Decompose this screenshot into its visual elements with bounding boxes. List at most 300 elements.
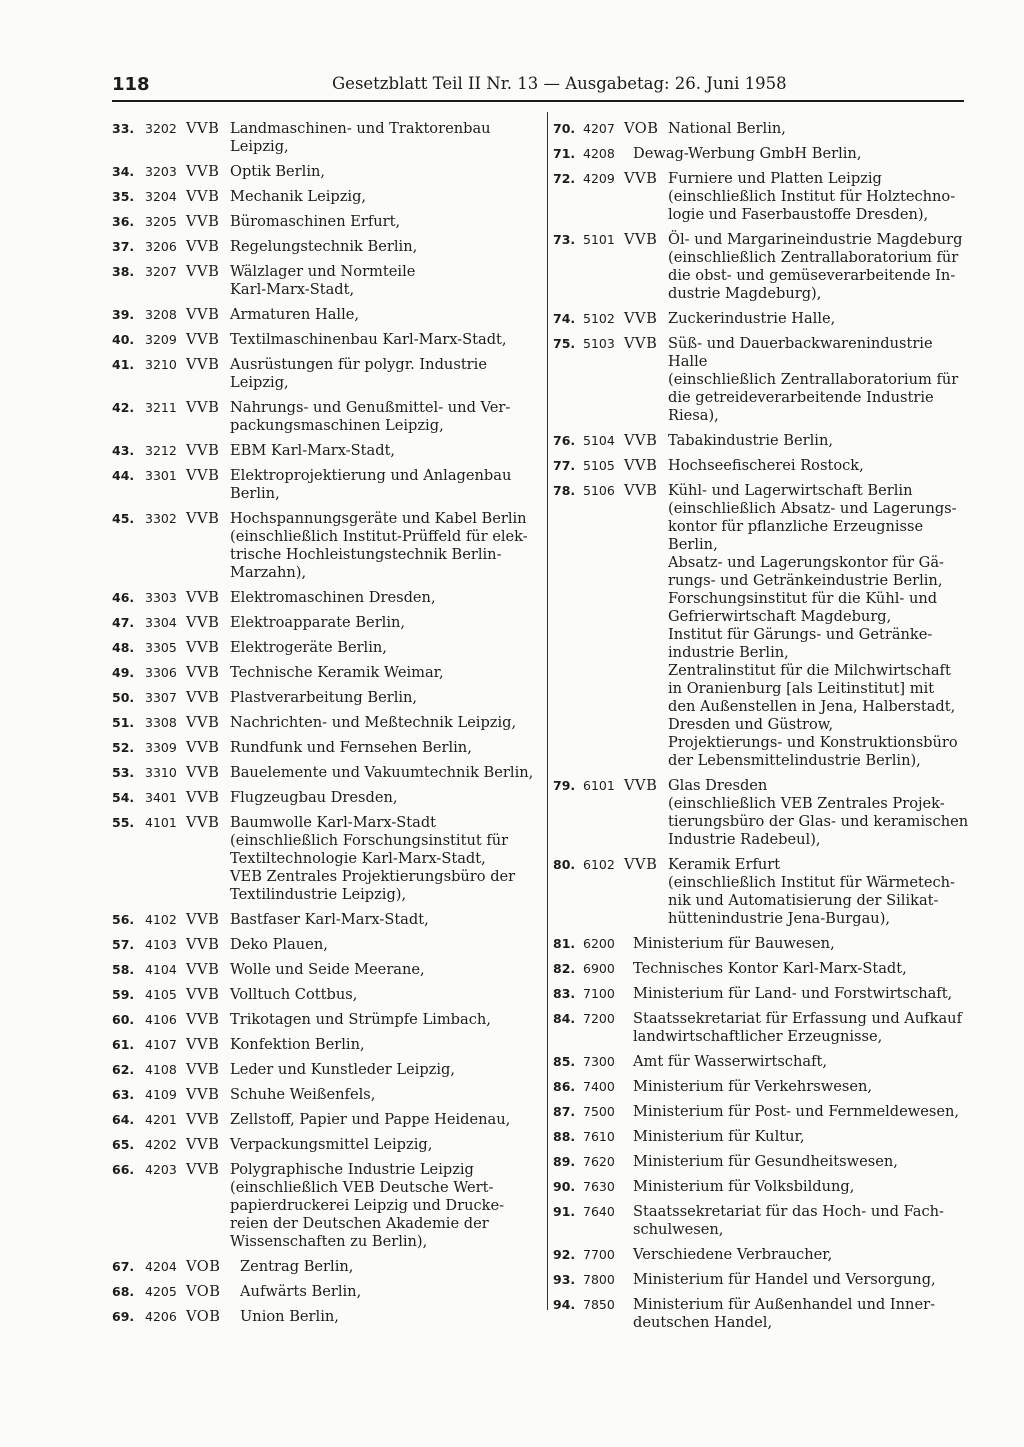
entry-line: den Außenstellen in Jena, Halberstadt, bbox=[668, 698, 956, 715]
entry-line: Leipzig, bbox=[230, 374, 289, 391]
entry-number: 69. bbox=[112, 1309, 135, 1324]
entry-code: 3206 bbox=[145, 239, 177, 254]
entry-line: industrie Berlin, bbox=[668, 644, 789, 661]
entry-text bbox=[230, 1061, 542, 1079]
entry-line: hüttenindustrie Jena-Burgau), bbox=[668, 910, 891, 927]
entry-kind: VVB bbox=[624, 231, 658, 248]
entry-text bbox=[230, 961, 542, 979]
entry-kind: VVB bbox=[186, 689, 220, 706]
entry-code: 4207 bbox=[583, 121, 615, 136]
entry-line: Trikotagen und Strümpfe Limbach, bbox=[230, 1011, 491, 1028]
list-item bbox=[112, 986, 542, 1004]
entry-kind: VVB bbox=[186, 510, 220, 527]
entry-kind: VVB bbox=[186, 789, 220, 806]
list-item bbox=[112, 664, 542, 682]
entry-line: Karl-Marx-Stadt, bbox=[230, 281, 355, 298]
entry-code: 4205 bbox=[145, 1284, 177, 1299]
entry-code: 5103 bbox=[583, 336, 615, 351]
entry-number: 76. bbox=[553, 433, 576, 448]
list-item bbox=[112, 1283, 542, 1301]
entry-text bbox=[230, 1136, 542, 1154]
list-item bbox=[112, 936, 542, 954]
entry-number: 89. bbox=[553, 1154, 576, 1169]
entry-text bbox=[230, 263, 542, 299]
entry-number: 83. bbox=[553, 986, 576, 1001]
list-item bbox=[553, 960, 983, 978]
list-item bbox=[112, 188, 542, 206]
entry-code: 4208 bbox=[583, 146, 615, 161]
entry-line: Ministerium für Gesundheitswesen, bbox=[633, 1153, 898, 1170]
entry-text bbox=[633, 1246, 983, 1264]
list-item bbox=[553, 935, 983, 953]
entry-line: Flugzeugbau Dresden, bbox=[230, 789, 398, 806]
entry-line: in Oranienburg [als Leitinstitut] mit bbox=[668, 680, 935, 697]
entry-text bbox=[633, 1010, 983, 1046]
entry-code: 3310 bbox=[145, 765, 177, 780]
entry-line: Ministerium für Land- und Forstwirtschaft, bbox=[633, 985, 953, 1002]
list-item bbox=[112, 163, 542, 181]
entry-text bbox=[633, 1153, 983, 1171]
entry-line: Staatssekretariat für Erfassung und Aufkauf bbox=[633, 1010, 962, 1027]
list-item bbox=[553, 1010, 983, 1046]
entry-line: Hochspannungsgeräte und Kabel Berlin bbox=[230, 510, 527, 527]
entry-text bbox=[633, 1128, 983, 1146]
entry-number: 44. bbox=[112, 468, 135, 483]
entry-code: 5104 bbox=[583, 433, 615, 448]
entry-text bbox=[230, 120, 542, 156]
page-header bbox=[112, 74, 964, 102]
entry-number: 57. bbox=[112, 937, 135, 952]
entry-kind: VVB bbox=[186, 213, 220, 230]
list-item bbox=[112, 120, 542, 156]
entry-number: 92. bbox=[553, 1247, 576, 1262]
entry-code: 3306 bbox=[145, 665, 177, 680]
list-item bbox=[112, 911, 542, 929]
entry-code: 3308 bbox=[145, 715, 177, 730]
entry-line: Halle bbox=[668, 353, 708, 370]
entry-code: 7100 bbox=[583, 986, 615, 1001]
entry-code: 4101 bbox=[145, 815, 177, 830]
entry-number: 84. bbox=[553, 1011, 576, 1026]
entry-text bbox=[230, 614, 542, 632]
entry-code: 3208 bbox=[145, 307, 177, 322]
entry-number: 72. bbox=[553, 171, 576, 186]
entry-number: 91. bbox=[553, 1204, 576, 1219]
entry-line: Rundfunk und Fernsehen Berlin, bbox=[230, 739, 472, 756]
entry-kind: VVB bbox=[186, 814, 220, 831]
entry-code: 4201 bbox=[145, 1112, 177, 1127]
entry-code: 4103 bbox=[145, 937, 177, 952]
entry-kind: VVB bbox=[186, 306, 220, 323]
entry-code: 7700 bbox=[583, 1247, 615, 1262]
entry-line: Gefrierwirtschaft Magdeburg, bbox=[668, 608, 892, 625]
list-item bbox=[553, 985, 983, 1003]
entry-line: Ministerium für Außenhandel und Inner- bbox=[633, 1296, 935, 1313]
entry-code: 3204 bbox=[145, 189, 177, 204]
list-item bbox=[112, 1136, 542, 1154]
entry-line: Staatssekretariat für das Hoch- und Fach- bbox=[633, 1203, 944, 1220]
entry-code: 5106 bbox=[583, 483, 615, 498]
page-number: 118 bbox=[112, 74, 150, 95]
entry-kind: VVB bbox=[186, 1011, 220, 1028]
entry-line: Öl- und Margarineindustrie Magdeburg bbox=[668, 231, 963, 248]
entry-line: Riesa), bbox=[668, 407, 719, 424]
entry-line: (einschließlich VEB Deutsche Wert- bbox=[230, 1179, 494, 1196]
entry-line: Optik Berlin, bbox=[230, 163, 326, 180]
entry-code: 3203 bbox=[145, 164, 177, 179]
entry-line: Aufwärts Berlin, bbox=[240, 1283, 362, 1300]
entry-line: Amt für Wasserwirtschaft, bbox=[633, 1053, 827, 1070]
entry-kind: VVB bbox=[186, 639, 220, 656]
entry-text bbox=[633, 1103, 983, 1121]
entry-kind: VVB bbox=[186, 238, 220, 255]
list-item bbox=[112, 1086, 542, 1104]
entry-kind: VVB bbox=[186, 1136, 220, 1153]
entry-line: trische Hochleistungstechnik Berlin- bbox=[230, 546, 502, 563]
entry-line: Süß- und Dauerbackwarenindustrie bbox=[668, 335, 933, 352]
entry-line: packungsmaschinen Leipzig, bbox=[230, 417, 444, 434]
entry-number: 40. bbox=[112, 332, 135, 347]
entry-line: Schuhe Weißenfels, bbox=[230, 1086, 376, 1103]
entry-line: Union Berlin, bbox=[240, 1308, 339, 1325]
entry-text bbox=[633, 985, 983, 1003]
entry-kind: VVB bbox=[186, 664, 220, 681]
entry-number: 75. bbox=[553, 336, 576, 351]
entry-text bbox=[668, 231, 983, 303]
entry-number: 87. bbox=[553, 1104, 576, 1119]
list-item bbox=[112, 814, 542, 904]
entry-code: 4206 bbox=[145, 1309, 177, 1324]
entry-kind: VVB bbox=[186, 263, 220, 280]
entry-number: 48. bbox=[112, 640, 135, 655]
entry-code: 4107 bbox=[145, 1037, 177, 1052]
entry-kind: VVB bbox=[186, 739, 220, 756]
entry-text bbox=[230, 1011, 542, 1029]
entry-kind: VVB bbox=[624, 335, 658, 352]
entry-text bbox=[230, 639, 542, 657]
entry-line: (einschließlich Zentrallaboratorium für bbox=[668, 371, 959, 388]
entry-number: 61. bbox=[112, 1037, 135, 1052]
entry-line: reien der Deutschen Akademie der bbox=[230, 1215, 489, 1232]
entry-number: 54. bbox=[112, 790, 135, 805]
entry-kind: VVB bbox=[624, 777, 658, 794]
entry-line: Büromaschinen Erfurt, bbox=[230, 213, 401, 230]
entry-line: National Berlin, bbox=[668, 120, 786, 137]
entry-number: 67. bbox=[112, 1259, 135, 1274]
entry-code: 3202 bbox=[145, 121, 177, 136]
entry-text bbox=[230, 911, 542, 929]
entry-number: 56. bbox=[112, 912, 135, 927]
entry-line: rungs- und Getränkeindustrie Berlin, bbox=[668, 572, 943, 589]
entry-code: 3303 bbox=[145, 590, 177, 605]
entry-number: 35. bbox=[112, 189, 135, 204]
entry-code: 4202 bbox=[145, 1137, 177, 1152]
entry-text bbox=[668, 777, 983, 849]
entry-kind: VOB bbox=[186, 1258, 221, 1275]
entry-number: 39. bbox=[112, 307, 135, 322]
entry-line: EBM Karl-Marx-Stadt, bbox=[230, 442, 396, 459]
entry-kind: VOB bbox=[186, 1283, 221, 1300]
entry-number: 73. bbox=[553, 232, 576, 247]
entry-line: Wälzlager und Normteile bbox=[230, 263, 416, 280]
list-item bbox=[553, 856, 983, 928]
entry-text bbox=[240, 1283, 542, 1301]
entry-line: schulwesen, bbox=[633, 1221, 724, 1238]
list-item bbox=[553, 1203, 983, 1239]
entry-line: Dresden und Güstrow, bbox=[668, 716, 834, 733]
list-item bbox=[112, 589, 542, 607]
entry-line: Ausrüstungen für polygr. Industrie bbox=[230, 356, 487, 373]
list-item bbox=[112, 1258, 542, 1276]
entry-line: Elektrogeräte Berlin, bbox=[230, 639, 387, 656]
entry-kind: VVB bbox=[624, 856, 658, 873]
entry-kind: VVB bbox=[186, 1086, 220, 1103]
entry-line: Elektroapparate Berlin, bbox=[230, 614, 406, 631]
column-divider bbox=[547, 112, 548, 1310]
entry-code: 5105 bbox=[583, 458, 615, 473]
list-item bbox=[553, 170, 983, 224]
entry-text bbox=[668, 335, 983, 425]
entry-code: 3309 bbox=[145, 740, 177, 755]
entry-text bbox=[668, 482, 983, 770]
entry-line: Ministerium für Handel und Versorgung, bbox=[633, 1271, 936, 1288]
list-item bbox=[112, 213, 542, 231]
list-item bbox=[112, 764, 542, 782]
entry-kind: VVB bbox=[624, 170, 658, 187]
entry-text bbox=[230, 1111, 542, 1129]
entry-text bbox=[230, 1161, 542, 1251]
list-item bbox=[553, 145, 983, 163]
entry-line: Baumwolle Karl-Marx-Stadt bbox=[230, 814, 437, 831]
entry-kind: VVB bbox=[186, 188, 220, 205]
entry-code: 5101 bbox=[583, 232, 615, 247]
entry-code: 3401 bbox=[145, 790, 177, 805]
entry-number: 77. bbox=[553, 458, 576, 473]
entry-text bbox=[230, 739, 542, 757]
list-item bbox=[553, 1103, 983, 1121]
entry-line: Elektromaschinen Dresden, bbox=[230, 589, 436, 606]
entry-text bbox=[668, 170, 983, 224]
entry-line: (einschließlich Institut für Wärmetech- bbox=[668, 874, 955, 891]
entry-code: 3205 bbox=[145, 214, 177, 229]
entry-number: 63. bbox=[112, 1087, 135, 1102]
entry-number: 85. bbox=[553, 1054, 576, 1069]
entry-line: Mechanik Leipzig, bbox=[230, 188, 367, 205]
entry-text bbox=[230, 1086, 542, 1104]
entry-line: Keramik Erfurt bbox=[668, 856, 781, 873]
entry-number: 41. bbox=[112, 357, 135, 372]
entry-code: 3212 bbox=[145, 443, 177, 458]
entry-text bbox=[230, 936, 542, 954]
entry-number: 38. bbox=[112, 264, 135, 279]
list-item bbox=[112, 739, 542, 757]
entry-number: 78. bbox=[553, 483, 576, 498]
entry-number: 66. bbox=[112, 1162, 135, 1177]
list-item bbox=[553, 231, 983, 303]
entry-code: 4204 bbox=[145, 1259, 177, 1274]
entry-kind: VVB bbox=[624, 457, 658, 474]
entry-text bbox=[230, 399, 542, 435]
entry-code: 6200 bbox=[583, 936, 615, 951]
entry-text bbox=[633, 145, 983, 163]
list-item bbox=[553, 457, 983, 475]
entry-line: dustrie Magdeburg), bbox=[668, 285, 822, 302]
entry-code: 7610 bbox=[583, 1129, 615, 1144]
entry-text bbox=[633, 1203, 983, 1239]
entry-code: 3211 bbox=[145, 400, 177, 415]
list-item bbox=[553, 1153, 983, 1171]
entry-text bbox=[230, 331, 542, 349]
entry-line: Tabakindustrie Berlin, bbox=[668, 432, 833, 449]
entry-text bbox=[668, 120, 983, 138]
entry-number: 33. bbox=[112, 121, 135, 136]
entry-text bbox=[633, 1078, 983, 1096]
list-item bbox=[112, 789, 542, 807]
entry-kind: VVB bbox=[186, 399, 220, 416]
entry-kind: VVB bbox=[186, 1161, 220, 1178]
entry-line: Dewag-Werbung GmbH Berlin, bbox=[633, 145, 862, 162]
list-item bbox=[112, 961, 542, 979]
entry-code: 7300 bbox=[583, 1054, 615, 1069]
entry-number: 45. bbox=[112, 511, 135, 526]
list-item bbox=[553, 777, 983, 849]
list-item bbox=[553, 1296, 983, 1332]
entry-text bbox=[230, 589, 542, 607]
entry-line: Ministerium für Post- und Fernmeldewesen, bbox=[633, 1103, 960, 1120]
list-item bbox=[553, 1053, 983, 1071]
entry-kind: VVB bbox=[186, 764, 220, 781]
entry-number: 81. bbox=[553, 936, 576, 951]
list-item bbox=[112, 238, 542, 256]
list-item bbox=[553, 1246, 983, 1264]
entry-text bbox=[230, 213, 542, 231]
entry-line: tierungsbüro der Glas- und keramischen bbox=[668, 813, 969, 830]
entry-number: 90. bbox=[553, 1179, 576, 1194]
list-item bbox=[112, 331, 542, 349]
entry-line: Leder und Kunstleder Leipzig, bbox=[230, 1061, 456, 1078]
entry-text bbox=[230, 442, 542, 460]
entry-line: Verpackungsmittel Leipzig, bbox=[230, 1136, 433, 1153]
entry-code: 3305 bbox=[145, 640, 177, 655]
entry-number: 42. bbox=[112, 400, 135, 415]
entry-line: Ministerium für Bauwesen, bbox=[633, 935, 835, 952]
entry-text bbox=[633, 960, 983, 978]
left-column bbox=[112, 120, 542, 1333]
entry-kind: VVB bbox=[186, 163, 220, 180]
entry-number: 52. bbox=[112, 740, 135, 755]
entry-text bbox=[633, 1053, 983, 1071]
entry-number: 68. bbox=[112, 1284, 135, 1299]
entry-line: Nahrungs- und Genußmittel- und Ver- bbox=[230, 399, 511, 416]
entry-number: 34. bbox=[112, 164, 135, 179]
list-item bbox=[553, 1178, 983, 1196]
entry-text bbox=[240, 1258, 542, 1276]
entry-text bbox=[633, 935, 983, 953]
entry-text bbox=[668, 432, 983, 450]
entry-line: Industrie Radebeul), bbox=[668, 831, 821, 848]
list-item bbox=[112, 614, 542, 632]
entry-line: Landmaschinen- und Traktorenbau bbox=[230, 120, 491, 137]
entry-number: 59. bbox=[112, 987, 135, 1002]
entry-text bbox=[230, 714, 542, 732]
entry-text bbox=[668, 310, 983, 328]
entry-line: Zentrag Berlin, bbox=[240, 1258, 354, 1275]
entry-line: Ministerium für Volksbildung, bbox=[633, 1178, 855, 1195]
entry-line: Bauelemente und Vakuumtechnik Berlin, bbox=[230, 764, 534, 781]
entry-line: (einschließlich VEB Zentrales Projek- bbox=[668, 795, 945, 812]
entry-code: 7620 bbox=[583, 1154, 615, 1169]
entry-code: 7200 bbox=[583, 1011, 615, 1026]
entry-line: (einschließlich Zentrallaboratorium für bbox=[668, 249, 959, 266]
entry-kind: VVB bbox=[186, 1036, 220, 1053]
entry-kind: VVB bbox=[186, 331, 220, 348]
entry-line: Ministerium für Kultur, bbox=[633, 1128, 805, 1145]
entry-kind: VVB bbox=[186, 356, 220, 373]
entry-line: Wolle und Seide Meerane, bbox=[230, 961, 425, 978]
entry-line: Absatz- und Lagerungskontor für Gä- bbox=[668, 554, 944, 571]
entry-text bbox=[230, 510, 542, 582]
entry-line: Berlin, bbox=[668, 536, 718, 553]
entry-code: 4203 bbox=[145, 1162, 177, 1177]
entry-line: (einschließlich Institut-Prüffeld für elek- bbox=[230, 528, 528, 545]
entry-line: (einschließlich Institut für Holztechno- bbox=[668, 188, 956, 205]
entry-line: deutschen Handel, bbox=[633, 1314, 773, 1331]
entry-kind: VVB bbox=[186, 936, 220, 953]
right-column bbox=[553, 120, 983, 1339]
list-item bbox=[112, 1308, 542, 1326]
entry-text bbox=[633, 1271, 983, 1289]
entry-line: Forschungsinstitut für die Kühl- und bbox=[668, 590, 938, 607]
entry-line: Leipzig, bbox=[230, 138, 289, 155]
list-item bbox=[553, 482, 983, 770]
entry-line: die obst- und gemüseverarbeitende In- bbox=[668, 267, 956, 284]
list-item bbox=[112, 689, 542, 707]
entry-line: der Lebensmittelindustrie Berlin), bbox=[668, 752, 921, 769]
entry-number: 93. bbox=[553, 1272, 576, 1287]
entry-code: 3307 bbox=[145, 690, 177, 705]
entry-line: Plastverarbeitung Berlin, bbox=[230, 689, 418, 706]
entry-line: Furniere und Platten Leipzig bbox=[668, 170, 882, 187]
entry-code: 3207 bbox=[145, 264, 177, 279]
entry-line: Textilindustrie Leipzig), bbox=[230, 886, 407, 903]
entry-line: Zellstoff, Papier und Pappe Heidenau, bbox=[230, 1111, 511, 1128]
list-item bbox=[112, 1011, 542, 1029]
entry-code: 4108 bbox=[145, 1062, 177, 1077]
entry-text bbox=[230, 1036, 542, 1054]
entry-code: 4106 bbox=[145, 1012, 177, 1027]
list-item bbox=[112, 714, 542, 732]
entry-number: 36. bbox=[112, 214, 135, 229]
entry-line: Zentralinstitut für die Milchwirtschaft bbox=[668, 662, 951, 679]
entry-code: 3302 bbox=[145, 511, 177, 526]
entry-line: Textiltechnologie Karl-Marx-Stadt, bbox=[230, 850, 486, 867]
entry-line: Textilmaschinenbau Karl-Marx-Stadt, bbox=[230, 331, 507, 348]
entry-number: 46. bbox=[112, 590, 135, 605]
entry-number: 88. bbox=[553, 1129, 576, 1144]
list-item bbox=[553, 432, 983, 450]
entry-number: 80. bbox=[553, 857, 576, 872]
entry-number: 86. bbox=[553, 1079, 576, 1094]
entry-code: 6101 bbox=[583, 778, 615, 793]
entry-line: Hochseefischerei Rostock, bbox=[668, 457, 864, 474]
entry-code: 5102 bbox=[583, 311, 615, 326]
list-item bbox=[553, 1271, 983, 1289]
entry-kind: VVB bbox=[186, 467, 220, 484]
entry-line: Technisches Kontor Karl-Marx-Stadt, bbox=[633, 960, 907, 977]
entry-text bbox=[230, 789, 542, 807]
entry-text bbox=[230, 814, 542, 904]
entry-kind: VVB bbox=[624, 482, 658, 499]
